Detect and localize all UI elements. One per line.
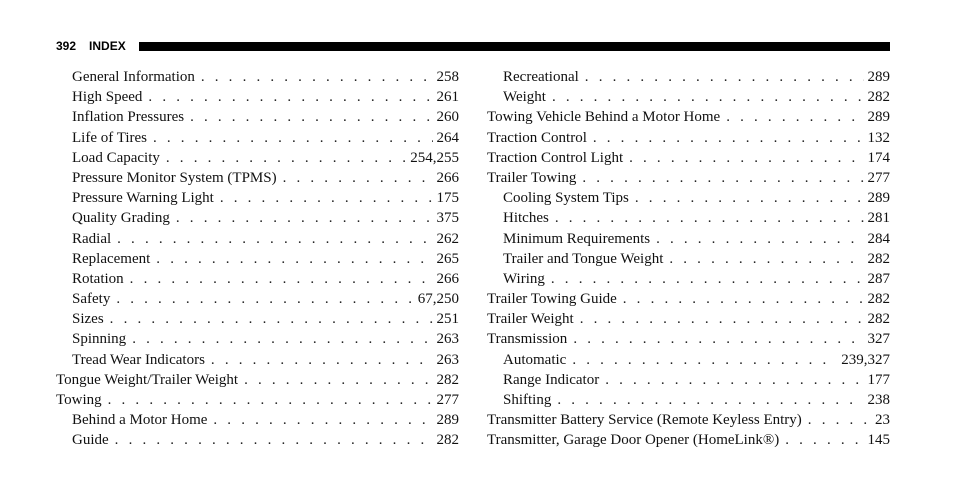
- dot-leader: [808, 410, 871, 430]
- entry-page-number: 327: [867, 331, 890, 348]
- index-subentry: [487, 269, 890, 289]
- index-entry: [487, 168, 890, 188]
- dot-leader: [116, 289, 413, 309]
- index-subentry: [56, 148, 459, 168]
- index-subentry: [56, 128, 459, 148]
- dot-leader: [108, 390, 433, 410]
- entry-page-number: 284: [867, 230, 890, 247]
- entry-page-number: 251: [436, 311, 459, 328]
- entry-page-number: 289: [867, 190, 890, 207]
- dot-leader: [557, 390, 863, 410]
- dot-leader: [623, 289, 864, 309]
- dot-leader: [211, 350, 433, 370]
- index-entry: [487, 128, 890, 148]
- header-rule: [139, 42, 890, 51]
- index-subentry: [487, 87, 890, 107]
- index-subentry: [56, 350, 459, 370]
- index-subentry: [56, 168, 459, 188]
- entry-term: Trailer Towing: [487, 169, 577, 186]
- dot-leader: [635, 188, 864, 208]
- entry-page-number: 174: [867, 149, 890, 166]
- dot-leader: [551, 269, 864, 289]
- entry-term: Load Capacity: [72, 149, 160, 166]
- index-subentry: [56, 87, 459, 107]
- index-subentry: [56, 309, 459, 329]
- index-subentry: [487, 370, 890, 390]
- entry-page-number: 23: [875, 412, 890, 429]
- index-subentry: [487, 188, 890, 208]
- dot-leader: [573, 329, 863, 349]
- index-subentry: [56, 208, 459, 228]
- entry-term: Transmitter Battery Service (Remote Keyless Entry): [487, 412, 802, 429]
- entry-page-number: 289: [867, 69, 890, 85]
- dot-leader: [669, 249, 863, 269]
- entry-page-number: 258: [436, 69, 459, 85]
- entry-term: Transmission: [487, 331, 568, 348]
- entry-term: Trailer Weight: [487, 311, 574, 328]
- index-entry: [487, 430, 890, 450]
- entry-term: High Speed: [72, 89, 143, 106]
- section-title: INDEX: [89, 39, 126, 53]
- index-column-left: [56, 67, 459, 451]
- entry-page-number: 239,327: [841, 351, 890, 368]
- index-subentry: [56, 67, 459, 87]
- index-entry: [487, 410, 890, 430]
- index-entry: [487, 309, 890, 329]
- entry-term: Trailer and Tongue Weight: [503, 250, 664, 267]
- entry-page-number: 266: [436, 270, 459, 287]
- entry-term: Towing Vehicle Behind a Motor Home: [487, 109, 721, 126]
- entry-page-number: 261: [436, 89, 459, 106]
- entry-term: Life of Tires: [72, 129, 147, 146]
- dot-leader: [153, 128, 433, 148]
- dot-leader: [132, 329, 432, 349]
- dot-leader: [156, 249, 432, 269]
- index-subentry: [56, 289, 459, 309]
- entry-term: Guide: [72, 432, 109, 449]
- dot-leader: [110, 309, 433, 329]
- entry-page-number: 281: [867, 210, 890, 227]
- entry-page-number: 260: [436, 109, 459, 126]
- entry-term: Inflation Pressures: [72, 109, 185, 126]
- entry-term: Transmitter, Garage Door Opener (HomeLink®): [487, 432, 780, 449]
- entry-page-number: 238: [867, 392, 890, 408]
- dot-leader: [117, 229, 432, 249]
- entry-page-number: 289: [436, 412, 459, 429]
- dot-leader: [572, 350, 837, 370]
- dot-leader: [585, 67, 864, 87]
- index-subentry: [56, 188, 459, 208]
- page-header: [56, 36, 890, 56]
- dot-leader: [785, 430, 863, 450]
- entry-page-number: 254,255: [410, 149, 459, 166]
- index-entry: [487, 107, 890, 127]
- entry-term: Safety: [72, 291, 111, 308]
- entry-term: Spinning: [72, 331, 127, 348]
- entry-page-number: 287: [867, 270, 890, 287]
- index-subentry: [56, 107, 459, 127]
- index-entry: [487, 289, 890, 309]
- index-subentry: [487, 229, 890, 249]
- entry-page-number: 175: [436, 190, 459, 207]
- dot-leader: [552, 87, 864, 107]
- index-column-right: [487, 67, 890, 451]
- dot-leader: [190, 107, 432, 127]
- entry-term: Wiring: [503, 270, 545, 287]
- entry-page-number: 263: [436, 331, 459, 348]
- index-subentry: [56, 329, 459, 349]
- entry-page-number: 265: [436, 250, 459, 267]
- dot-leader: [582, 168, 863, 188]
- entry-term: Traction Control Light: [487, 149, 624, 166]
- index-subentry: [487, 390, 890, 410]
- index-subentry: [56, 249, 459, 269]
- entry-term: General Information: [72, 69, 195, 85]
- entry-page-number: 177: [867, 371, 890, 388]
- page-number: 392: [56, 39, 77, 53]
- entry-term: Weight: [503, 89, 546, 106]
- entry-page-number: 266: [436, 169, 459, 186]
- entry-page-number: 132: [867, 129, 890, 146]
- index-subentry: [56, 269, 459, 289]
- entry-page-number: 277: [867, 169, 890, 186]
- entry-term: Tread Wear Indicators: [72, 351, 205, 368]
- index-subentry: [487, 249, 890, 269]
- dot-leader: [130, 269, 433, 289]
- index-entry: [56, 370, 459, 390]
- entry-term: Behind a Motor Home: [72, 412, 208, 429]
- index-subentry: [56, 430, 459, 450]
- entry-page-number: 282: [867, 311, 890, 328]
- entry-page-number: 375: [436, 210, 459, 227]
- entry-page-number: 282: [436, 371, 459, 388]
- dot-leader: [593, 128, 864, 148]
- entry-term: Towing: [56, 392, 102, 408]
- dot-leader: [283, 168, 433, 188]
- dot-leader: [115, 430, 433, 450]
- entry-term: Quality Grading: [72, 210, 170, 227]
- dot-leader: [726, 107, 863, 127]
- dot-leader: [213, 410, 432, 430]
- index-subentry: [487, 67, 890, 87]
- entry-term: Rotation: [72, 270, 124, 287]
- dot-leader: [605, 370, 863, 390]
- index-subentry: [487, 208, 890, 228]
- dot-leader: [656, 229, 863, 249]
- entry-page-number: 262: [436, 230, 459, 247]
- dot-leader: [580, 309, 864, 329]
- dot-leader: [555, 208, 864, 228]
- entry-page-number: 264: [436, 129, 459, 146]
- entry-page-number: 277: [436, 392, 459, 408]
- index-entry: [487, 148, 890, 168]
- entry-page-number: 263: [436, 351, 459, 368]
- entry-term: Radial: [72, 230, 112, 247]
- entry-page-number: 282: [867, 291, 890, 308]
- dot-leader: [220, 188, 433, 208]
- index-entry: [56, 390, 459, 410]
- entry-term: Automatic: [503, 351, 567, 368]
- entry-term: Trailer Towing Guide: [487, 291, 617, 308]
- entry-term: Cooling System Tips: [503, 190, 629, 207]
- dot-leader: [244, 370, 432, 390]
- entry-term: Range Indicator: [503, 371, 600, 388]
- entry-page-number: 67,250: [417, 291, 459, 308]
- entry-page-number: 282: [436, 432, 459, 449]
- entry-page-number: 282: [867, 89, 890, 106]
- entry-page-number: 289: [867, 109, 890, 126]
- index-entry: [487, 329, 890, 349]
- index-subentry: [56, 229, 459, 249]
- entry-term: Recreational: [503, 69, 579, 85]
- entry-page-number: 282: [867, 250, 890, 267]
- entry-term: Pressure Monitor System (TPMS): [72, 169, 277, 186]
- entry-term: Pressure Warning Light: [72, 190, 214, 207]
- entry-term: Traction Control: [487, 129, 587, 146]
- entry-term: Minimum Requirements: [503, 230, 651, 247]
- entry-term: Hitches: [503, 210, 549, 227]
- entry-term: Tongue Weight/Trailer Weight: [56, 371, 239, 388]
- entry-page-number: 145: [867, 432, 890, 449]
- dot-leader: [148, 87, 432, 107]
- index-subentry: [56, 410, 459, 430]
- entry-term: Replacement: [72, 250, 151, 267]
- entry-term: Sizes: [72, 311, 104, 328]
- dot-leader: [201, 67, 433, 87]
- index-subentry: [487, 350, 890, 370]
- dot-leader: [629, 148, 863, 168]
- entry-term: Shifting: [503, 392, 552, 408]
- dot-leader: [166, 148, 406, 168]
- dot-leader: [176, 208, 433, 228]
